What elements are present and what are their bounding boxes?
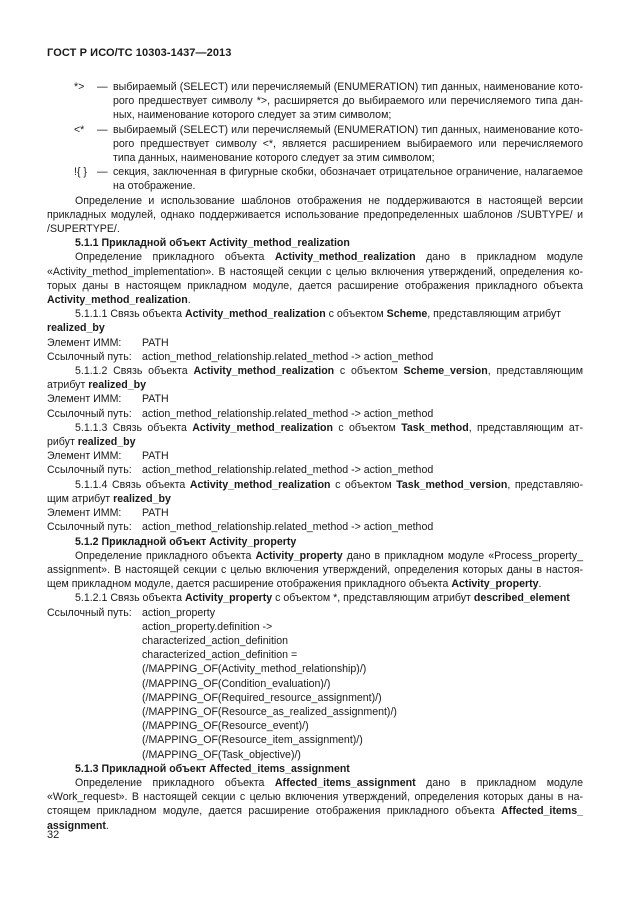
aim-label: Элемент ИММ:	[47, 450, 122, 463]
subsection-lead: 5.1.1.2 Связь объекта	[75, 365, 188, 378]
aim-element-line	[47, 449, 583, 463]
page-number: 32	[47, 829, 60, 841]
aim-element-line	[47, 336, 583, 350]
paragraph-text: .	[105, 819, 109, 832]
reference-path-label: Ссылочный путь:	[47, 407, 132, 420]
paragraph-text: щим атрибут	[47, 492, 111, 505]
entity-name: Activity_property	[451, 578, 539, 591]
aim-element-line	[47, 392, 583, 406]
reference-path-line: characterized_action_definition =	[142, 649, 298, 662]
paragraph-text: дано в прикладном модуле «Work_request». В настоящей секции с целью включения утверждений, определения которых даны в на-стоящем прикладном модуле, дается расширение отображения прикладного объекта	[47, 776, 583, 818]
reference-path-line: characterized_action_definition	[142, 634, 289, 647]
entity-name: Activity_method_realization	[193, 365, 335, 378]
paragraph-text: , представляющим ат-	[468, 421, 583, 434]
aim-value: PATH	[142, 450, 169, 463]
reference-path-line: action_property.definition ->	[142, 620, 273, 633]
definition-symbol: !{ }	[74, 166, 87, 179]
aim-element-line	[47, 506, 583, 520]
paragraph-text: атрибут	[47, 379, 86, 392]
reference-path-line	[47, 463, 583, 477]
aim-label: Элемент ИММ:	[47, 507, 122, 520]
paragraph-text: , представляющим	[487, 365, 584, 378]
attribute-name: realized_by	[113, 492, 171, 505]
intro-paragraph: Определение и использование шаблонов отображения не поддерживаются в настоящей версии прикладных модулей, однако поддерживается использование предопределенных шаблонов /SUBTYPE/ и /SUPERTYPE/.	[47, 194, 583, 236]
definition-dash: —	[97, 123, 108, 136]
subsection-paragraph	[47, 364, 583, 392]
aim-label: Элемент ИММ:	[47, 393, 122, 406]
reference-path-block	[47, 606, 583, 762]
paragraph-text: .	[538, 578, 542, 591]
definition-text: выбираемый (SELECT) или перечисляемый (ENUMERATION) тип данных, наименование кото-рого предшествует символу *>, расширяется до выбираемого или перечисляемого типа дан-ных, наименование которого следует за этим символом;	[113, 81, 583, 122]
attribute-name: realized_by	[88, 379, 146, 392]
definition-dash: —	[97, 81, 108, 93]
aim-value: PATH	[142, 393, 169, 406]
section-heading: 5.1.3 Прикладной объект Affected_items_assignment	[75, 762, 350, 775]
subsection-lead: 5.1.1.3 Связь объекта	[75, 421, 187, 434]
subsection-lead: 5.1.1.4 Связь объекта	[75, 478, 186, 491]
aim-value: PATH	[142, 336, 169, 349]
definition-dash: —	[97, 166, 108, 179]
entity-name: Activity_property	[255, 549, 343, 562]
entity-name: Activity_method_realization	[185, 308, 326, 321]
section-heading: 5.1.2 Прикладной объект Activity_property	[75, 535, 297, 548]
subsection-lead: 5.1.2.1 Связь объекта	[75, 592, 183, 605]
reference-path-line: (/MAPPING_OF(Resource_item_assignment)/)	[142, 734, 363, 747]
reference-path-line	[47, 350, 583, 364]
reference-path-label: Ссылочный путь:	[47, 521, 132, 534]
reference-path-value: action_method_relationship.related_method -> action_method	[142, 464, 434, 477]
aim-value: PATH	[142, 507, 169, 520]
paragraph-text: Определение прикладного объекта	[75, 549, 252, 562]
entity-name: Activity_method_realization	[274, 251, 416, 264]
entity-name: Affected_items_ assignment	[47, 805, 583, 832]
subsection-paragraph	[47, 591, 583, 605]
definition-symbol: *>	[74, 81, 85, 93]
reference-path-label: Ссылочный путь:	[47, 464, 132, 477]
definition-item	[47, 80, 583, 123]
definition-item	[47, 123, 583, 166]
reference-path-line: action_property	[142, 606, 216, 619]
paragraph-text: .	[187, 294, 191, 307]
paragraph-text: , представляющим атрибут	[427, 308, 561, 321]
reference-path-line	[47, 520, 583, 534]
paragraph-text: с объектом	[328, 308, 384, 321]
entity-name: Task_method_version	[396, 478, 508, 491]
definition-text: секция, заключенная в фигурные скобки, обозначает отрицательное ограничение, налагаемое на отображение.	[113, 166, 583, 193]
reference-path-line: (/MAPPING_OF(Condition_evaluation)/)	[142, 677, 331, 690]
section-paragraph	[47, 776, 583, 833]
paragraph-text: с объектом	[338, 421, 396, 434]
paragraph-text: Определение прикладного объекта	[75, 776, 265, 789]
entity-name: Activity_property	[185, 592, 273, 605]
reference-path-line: (/MAPPING_OF(Resource_event)/)	[142, 720, 309, 733]
definition-item	[47, 165, 583, 193]
reference-path-value: action_method_relationship.related_method -> action_method	[142, 521, 434, 534]
definition-text: выбираемый (SELECT) или перечисляемый (ENUMERATION) тип данных, наименование кото-рого предшествует символу <*, является расширением выбираемого или перечисляемого типа данных, наименование которого следует за этим символом;	[113, 123, 583, 165]
entity-name: Affected_items_assignment	[274, 776, 416, 789]
subsection-paragraph	[47, 307, 583, 321]
definition-symbol: <*	[74, 123, 85, 136]
reference-path-label: Ссылочный путь:	[47, 606, 132, 619]
reference-path-line: (/MAPPING_OF(Task_objective)/)	[142, 748, 301, 761]
page-body	[47, 80, 583, 833]
paragraph-text: , представляю-	[507, 478, 583, 491]
attribute-name: described_element	[473, 592, 570, 605]
entity-name: Scheme_version	[403, 365, 488, 378]
reference-path-line: (/MAPPING_OF(Activity_method_relationship)/)	[142, 663, 367, 676]
paragraph-text: с объектом *, представляющим атрибут	[275, 592, 471, 605]
entity-name: Activity_method_realization	[189, 478, 331, 491]
paragraph-text: с объектом	[339, 365, 398, 378]
paragraph-text: с объектом	[335, 478, 392, 491]
paragraph-text: рибут	[47, 436, 75, 449]
attribute-name: realized_by	[47, 322, 105, 335]
reference-path-value: action_method_relationship.related_method -> action_method	[142, 407, 434, 420]
paragraph-text: дано в прикладном модуле «Activity_method_implementation». В настоящей секции с целью включения утверждений, определения ко-торых даны в настоящем прикладном модуле, дается расширение отображения прикладного объекта	[47, 251, 583, 292]
reference-path-value: action_method_relationship.related_method -> action_method	[142, 350, 434, 363]
reference-path-lines	[47, 606, 583, 762]
subsection-paragraph	[47, 421, 583, 449]
reference-path-line: (/MAPPING_OF(Resource_as_realized_assignment)/)	[142, 705, 397, 718]
subsection-paragraph	[47, 478, 583, 506]
document-header: ГОСТ Р ИСО/ТС 10303-1437—2013	[47, 47, 232, 59]
reference-path-line	[47, 407, 583, 421]
entity-name: Scheme	[386, 308, 428, 321]
reference-path-label: Ссылочный путь:	[47, 350, 132, 363]
paragraph-text: Определение прикладного объекта	[75, 251, 265, 264]
entity-name: Activity_method_realization	[47, 294, 188, 307]
section-heading: 5.1.1 Прикладной объект Activity_method_realization	[75, 237, 350, 250]
aim-label: Элемент ИММ:	[47, 336, 122, 349]
section-paragraph	[47, 250, 583, 307]
attribute-line	[47, 321, 583, 335]
entity-name: Task_method	[401, 421, 469, 434]
paragraph-text: дано в прикладном модуле «Process_property_ assignment». В настоящей секции с целью включения утверждений, определения которых даны в настоя-щем прикладном модуле, дается расширение отображения прикладного объекта	[47, 549, 583, 591]
subsection-lead: 5.1.1.1 Связь объекта	[75, 308, 183, 321]
reference-path-line: (/MAPPING_OF(Required_resource_assignment)/)	[142, 691, 382, 704]
attribute-name: realized_by	[77, 436, 136, 449]
section-paragraph	[47, 549, 583, 592]
entity-name: Activity_method_realization	[192, 421, 333, 434]
